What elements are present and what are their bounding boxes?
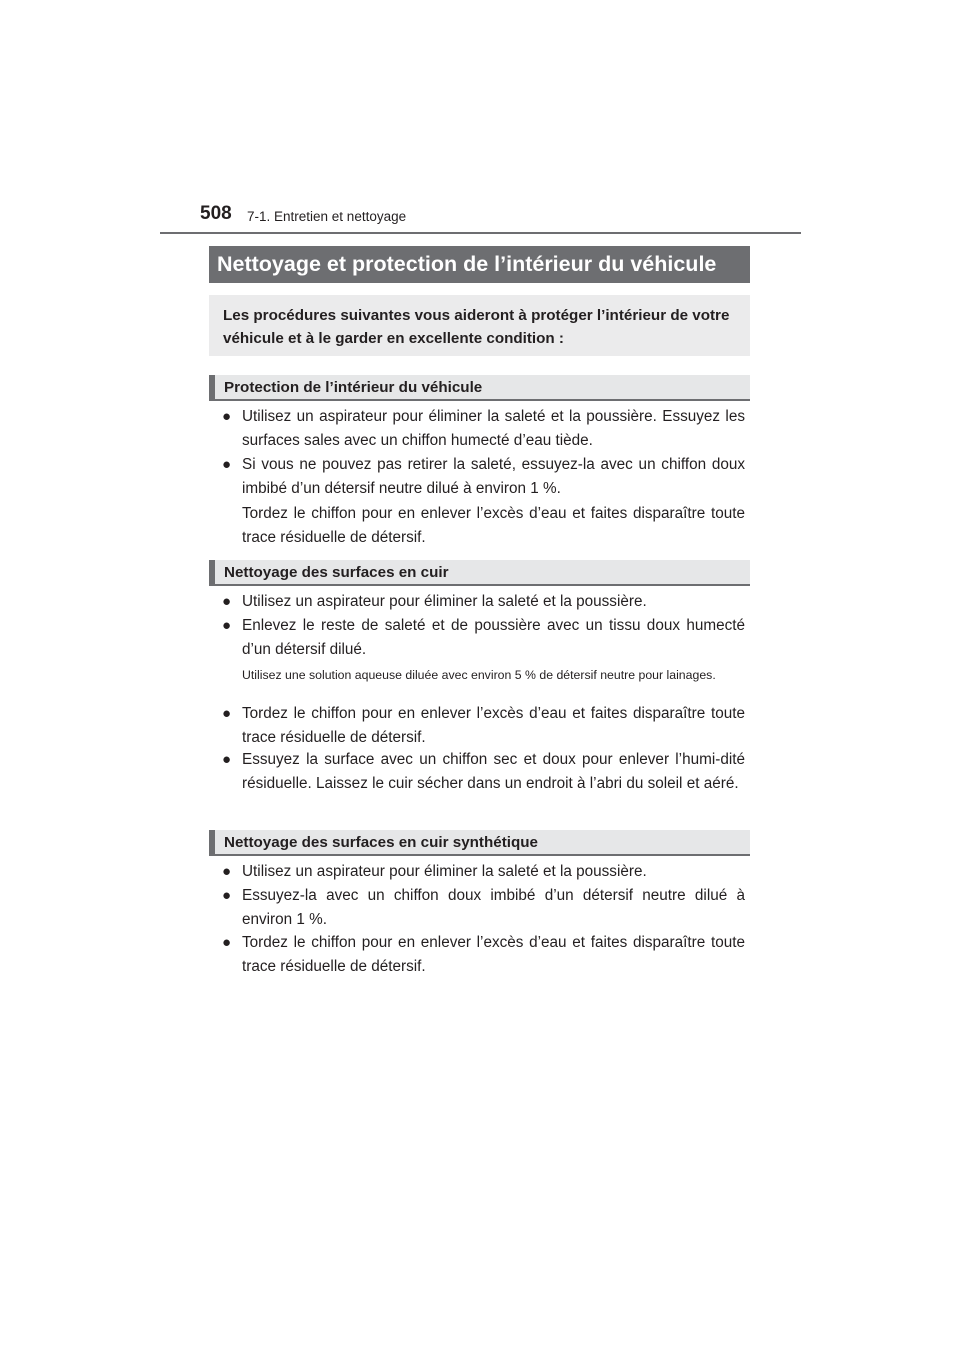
bullet-icon: ● bbox=[222, 617, 232, 634]
list-item bbox=[222, 748, 745, 795]
bullet-icon: ● bbox=[222, 456, 232, 473]
list-item-text: Utilisez un aspirateur pour éliminer la saleté et la poussière. bbox=[242, 863, 647, 880]
list-item bbox=[222, 614, 745, 661]
bullet-icon: ● bbox=[222, 593, 232, 610]
bullet-icon: ● bbox=[222, 705, 232, 722]
section-heading-interior-protection: Protection de l’intérieur du véhicule bbox=[209, 375, 750, 401]
list-item-text: Tordez le chiffon pour en enlever l’excès d’eau et faites disparaître toute trace résiduelle de détersif. bbox=[242, 934, 745, 975]
section-heading-synthetic-leather: Nettoyage des surfaces en cuir synthétique bbox=[209, 830, 750, 856]
page-title: Nettoyage et protection de l’intérieur du véhicule bbox=[217, 252, 717, 276]
bullet-icon: ● bbox=[222, 408, 232, 425]
breadcrumb: 7-1. Entretien et nettoyage bbox=[247, 209, 407, 224]
paragraph: Tordez le chiffon pour en enlever l’excès d’eau et faites disparaître toute trace résiduelle de détersif. bbox=[242, 505, 745, 546]
list-item-text: Si vous ne pouvez pas retirer la saleté, essuyez-la avec un chiffon doux imbibé d’un détersif neutre dilué à environ 1 %. bbox=[242, 456, 745, 497]
bullet-icon: ● bbox=[222, 863, 232, 880]
page-number: 508 bbox=[200, 203, 232, 224]
list-item bbox=[222, 884, 745, 931]
list-item bbox=[222, 860, 745, 884]
list-item bbox=[222, 931, 745, 978]
bullet-icon: ● bbox=[222, 934, 232, 951]
list-item-text: Essuyez la surface avec un chiffon sec et doux pour enlever l’humi-dité résiduelle. Laissez le cuir sécher dans un endroit à l’abri du soleil et aéré. bbox=[242, 751, 745, 792]
note-text: Utilisez une solution aqueuse diluée avec environ 5 % de détersif neutre pour lainages. bbox=[242, 668, 716, 682]
bullet-icon: ● bbox=[222, 751, 232, 768]
page-title-bar bbox=[209, 246, 750, 283]
list-item bbox=[222, 453, 745, 500]
section-heading-leather: Nettoyage des surfaces en cuir bbox=[209, 560, 750, 586]
list-item-text: Essuyez-la avec un chiffon doux imbibé d’un détersif neutre dilué à environ 1 %. bbox=[242, 887, 745, 928]
list-item bbox=[222, 702, 745, 749]
header-divider bbox=[160, 232, 801, 234]
list-item bbox=[222, 590, 745, 614]
list-item-text: Utilisez un aspirateur pour éliminer la saleté et la poussière. Essuyez les surfaces sales avec un chiffon humecté d’eau tiède. bbox=[242, 408, 745, 449]
list-item-text: Tordez le chiffon pour en enlever l’excès d’eau et faites disparaître toute trace résiduelle de détersif. bbox=[242, 705, 745, 746]
list-item-text: Utilisez un aspirateur pour éliminer la saleté et la poussière. bbox=[242, 593, 647, 610]
list-item bbox=[222, 405, 745, 452]
intro-box: Les procédures suivantes vous aideront à protéger l’intérieur de votre véhicule et à le garder en excellente condition : bbox=[209, 295, 750, 356]
list-item-text: Enlevez le reste de saleté et de poussière avec un tissu doux humecté d’un détersif dilué. bbox=[242, 617, 745, 658]
bullet-icon: ● bbox=[222, 887, 232, 904]
